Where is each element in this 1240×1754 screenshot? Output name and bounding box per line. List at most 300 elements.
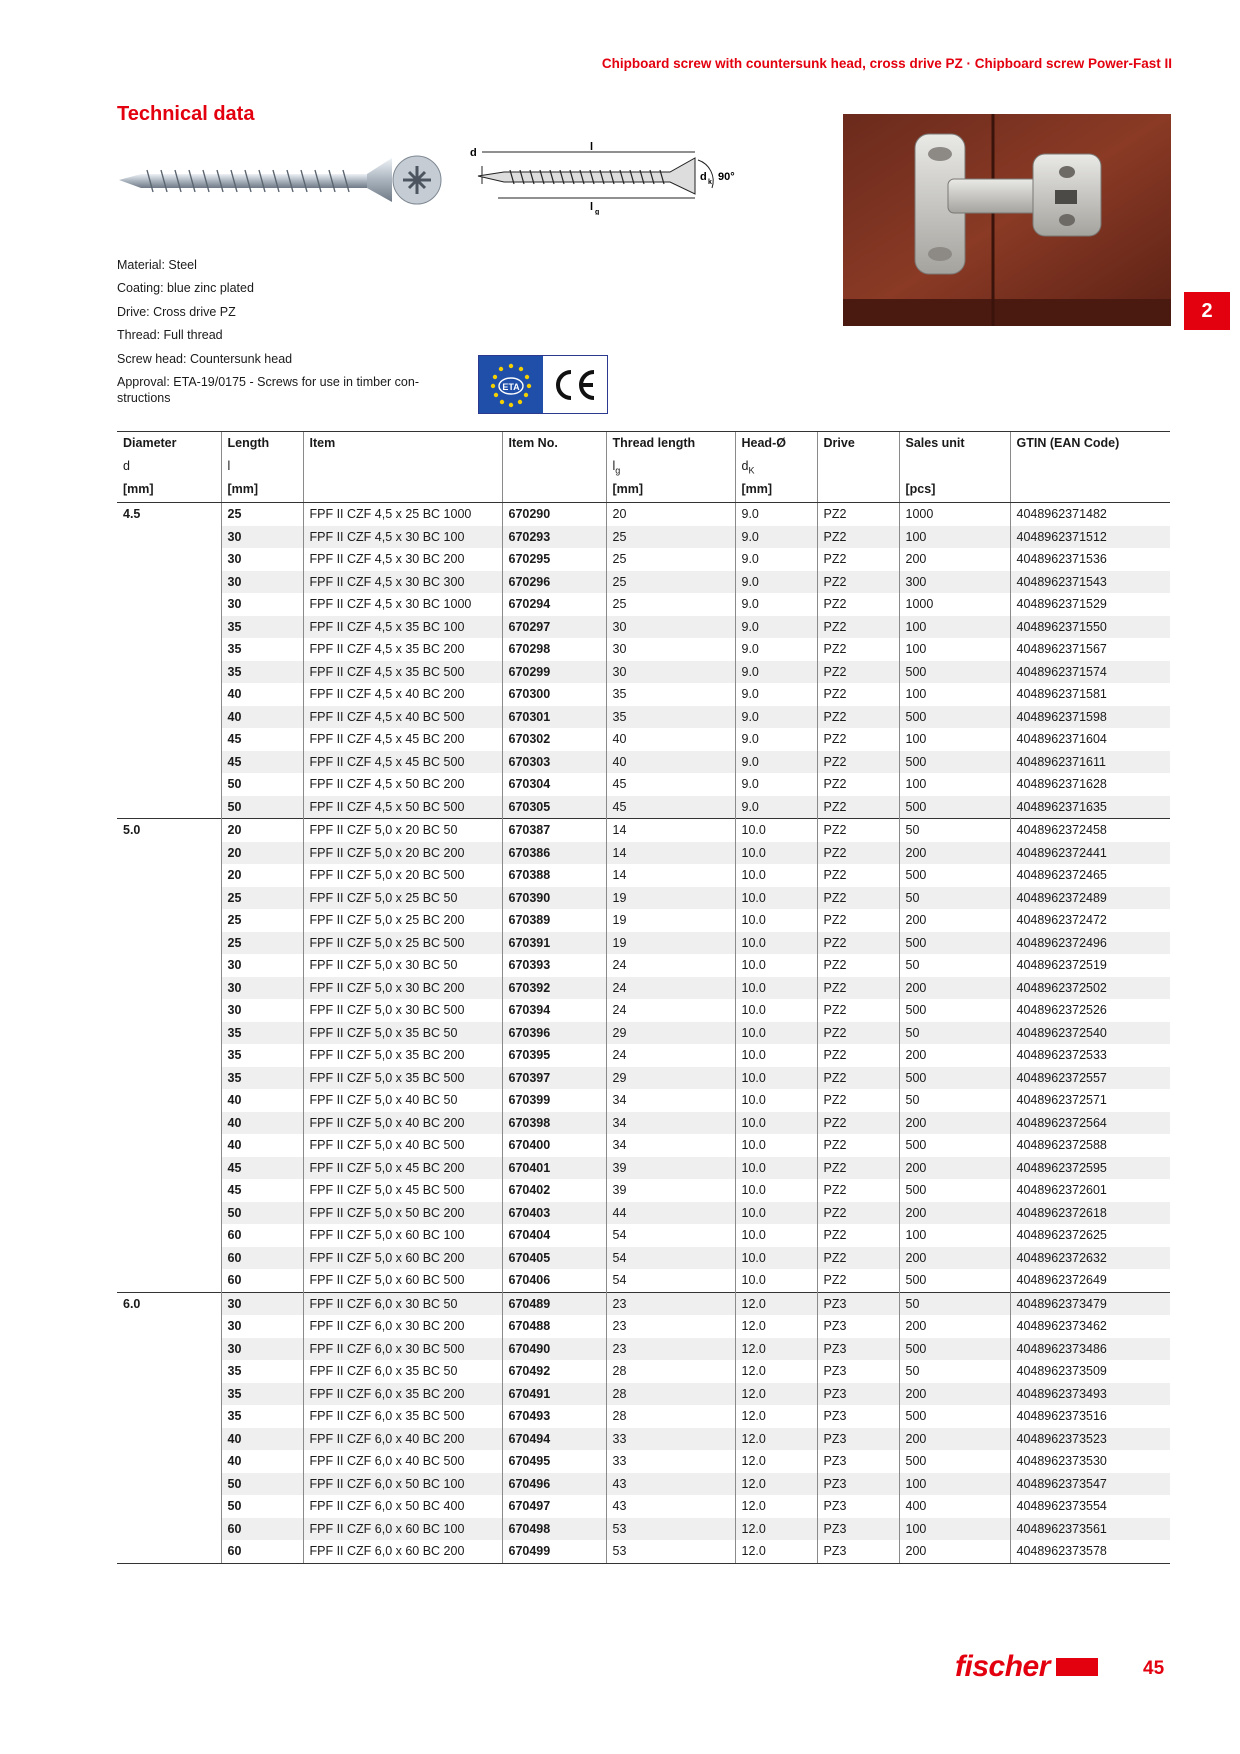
cell-head-diameter: 10.0	[735, 1044, 817, 1067]
cell-item: FPF II CZF 6,0 x 35 BC 500	[303, 1405, 502, 1428]
cell-item: FPF II CZF 5,0 x 30 BC 500	[303, 999, 502, 1022]
cell-diameter: 4.5	[123, 507, 141, 522]
cell-thread-length: 29	[606, 1022, 735, 1045]
cell-diameter: 6.0	[117, 1292, 221, 1315]
cell-diameter	[117, 571, 221, 594]
cell-item-no: 670498	[502, 1518, 606, 1541]
cell-item-no: 670396	[502, 1022, 606, 1045]
cell-diameter	[117, 1247, 221, 1270]
cell-item: FPF II CZF 4,5 x 25 BC 1000	[303, 503, 502, 526]
cell-head-diameter: 12.0	[735, 1428, 817, 1451]
cell-gtin: 4048962373486	[1010, 1338, 1170, 1361]
cell-length: 35	[221, 1044, 303, 1067]
cell-gtin: 4048962372526	[1010, 999, 1170, 1022]
cell-diameter	[117, 977, 221, 1000]
table-row	[117, 932, 1170, 955]
cell-item-no: 670405	[502, 1247, 606, 1270]
cell-gtin: 4048962371543	[1010, 571, 1170, 594]
cell-thread-length: 23	[606, 1315, 735, 1338]
header-drive: Drive	[817, 432, 899, 460]
table-row	[117, 1495, 1170, 1518]
cell-head-diameter: 10.0	[735, 842, 817, 865]
cell-length: 35	[221, 1067, 303, 1090]
cell-gtin: 4048962371512	[1010, 526, 1170, 549]
table-row	[117, 1247, 1170, 1270]
cell-length: 40	[221, 683, 303, 706]
cell-head-diameter: 9.0	[735, 571, 817, 594]
cell-thread-length: 34	[606, 1089, 735, 1112]
cell-gtin: 4048962371628	[1010, 773, 1170, 796]
symbol-lg-sub: g	[615, 465, 621, 476]
cell-length: 40	[221, 1134, 303, 1157]
cell-item-no: 670304	[502, 773, 606, 796]
cell-item-no: 670399	[502, 1089, 606, 1112]
table-row	[117, 796, 1170, 819]
cell-sales-unit: 500	[899, 1067, 1010, 1090]
cell-diameter	[117, 1405, 221, 1428]
symbol-sales-unit	[899, 459, 1010, 482]
cell-sales-unit: 200	[899, 1157, 1010, 1180]
cell-item-no: 670491	[502, 1383, 606, 1406]
cell-diameter	[117, 1338, 221, 1361]
cell-length: 45	[221, 751, 303, 774]
cell-sales-unit: 1000	[899, 593, 1010, 616]
table-row	[117, 571, 1170, 594]
cell-thread-length: 39	[606, 1157, 735, 1180]
cell-item-no: 670295	[502, 548, 606, 571]
cell-drive: PZ2	[817, 1022, 899, 1045]
cell-gtin: 4048962372557	[1010, 1067, 1170, 1090]
table-row	[117, 1157, 1170, 1180]
cell-head-diameter: 9.0	[735, 728, 817, 751]
cell-thread-length: 53	[606, 1518, 735, 1541]
table-row	[117, 1383, 1170, 1406]
cell-diameter	[117, 1540, 221, 1563]
cell-diameter	[117, 1157, 221, 1180]
cell-gtin: 4048962371598	[1010, 706, 1170, 729]
cell-item: FPF II CZF 4,5 x 30 BC 100	[303, 526, 502, 549]
cell-diameter	[117, 1360, 221, 1383]
cell-item: FPF II CZF 5,0 x 20 BC 200	[303, 842, 502, 865]
cell-head-diameter: 12.0	[735, 1338, 817, 1361]
cell-drive: PZ2	[817, 638, 899, 661]
cell-item: FPF II CZF 5,0 x 60 BC 500	[303, 1269, 502, 1292]
cell-diameter	[117, 1518, 221, 1541]
cell-drive: PZ2	[817, 796, 899, 819]
cell-diameter	[117, 1383, 221, 1406]
table-row	[117, 773, 1170, 796]
table-row	[117, 728, 1170, 751]
cell-sales-unit: 100	[899, 773, 1010, 796]
cell-thread-length: 28	[606, 1405, 735, 1428]
cell-length: 20	[221, 819, 303, 842]
cell-drive: PZ2	[817, 932, 899, 955]
cell-item-no: 670403	[502, 1202, 606, 1225]
cell-head-diameter: 12.0	[735, 1315, 817, 1338]
cell-diameter	[117, 1089, 221, 1112]
table-row	[117, 751, 1170, 774]
cell-length: 30	[221, 526, 303, 549]
cell-head-diameter: 10.0	[735, 1202, 817, 1225]
cell-item-no: 670401	[502, 1157, 606, 1180]
cell-item-no: 670301	[502, 706, 606, 729]
cell-head-diameter: 9.0	[735, 796, 817, 819]
cell-gtin: 4048962373561	[1010, 1518, 1170, 1541]
cell-head-diameter: 10.0	[735, 1247, 817, 1270]
cell-item: FPF II CZF 6,0 x 35 BC 200	[303, 1383, 502, 1406]
cell-gtin: 4048962373462	[1010, 1315, 1170, 1338]
cell-diameter	[117, 751, 221, 774]
cell-head-diameter: 9.0	[735, 773, 817, 796]
cell-length: 35	[221, 1022, 303, 1045]
cell-thread-length: 34	[606, 1134, 735, 1157]
cell-sales-unit: 50	[899, 1089, 1010, 1112]
cell-item-no: 670303	[502, 751, 606, 774]
unit-gtin	[1010, 482, 1170, 503]
cell-thread-length: 44	[606, 1202, 735, 1225]
cell-sales-unit: 100	[899, 683, 1010, 706]
cell-thread-length: 54	[606, 1269, 735, 1292]
property-material: Material: Steel	[117, 258, 197, 272]
cell-thread-length: 25	[606, 593, 735, 616]
cell-item-no: 670294	[502, 593, 606, 616]
cell-thread-length: 43	[606, 1495, 735, 1518]
cell-length: 30	[221, 1338, 303, 1361]
cell-gtin: 4048962371604	[1010, 728, 1170, 751]
cell-head-diameter: 10.0	[735, 999, 817, 1022]
table-row	[117, 1179, 1170, 1202]
cell-item: FPF II CZF 5,0 x 45 BC 200	[303, 1157, 502, 1180]
cell-drive: PZ2	[817, 728, 899, 751]
table-row	[117, 1428, 1170, 1451]
cell-drive: PZ3	[817, 1405, 899, 1428]
cell-item: FPF II CZF 4,5 x 30 BC 200	[303, 548, 502, 571]
cell-gtin: 4048962373493	[1010, 1383, 1170, 1406]
cell-head-diameter: 10.0	[735, 1089, 817, 1112]
cell-item: FPF II CZF 6,0 x 50 BC 100	[303, 1473, 502, 1496]
cell-item-no: 670495	[502, 1450, 606, 1473]
cell-item: FPF II CZF 5,0 x 30 BC 50	[303, 954, 502, 977]
cell-item-no: 670492	[502, 1360, 606, 1383]
cell-length: 35	[221, 1383, 303, 1406]
cell-gtin: 4048962373547	[1010, 1473, 1170, 1496]
cell-item-no: 670302	[502, 728, 606, 751]
header-gtin: GTIN (EAN Code)	[1010, 432, 1170, 460]
cell-item-no: 670395	[502, 1044, 606, 1067]
cell-diameter	[117, 1224, 221, 1247]
cell-drive: PZ3	[817, 1383, 899, 1406]
brand-name: fischer	[955, 1650, 1050, 1683]
cell-diameter	[117, 683, 221, 706]
cell-item: FPF II CZF 4,5 x 35 BC 200	[303, 638, 502, 661]
cell-length: 25	[221, 887, 303, 910]
cell-sales-unit: 300	[899, 571, 1010, 594]
cell-item: FPF II CZF 6,0 x 30 BC 200	[303, 1315, 502, 1338]
cell-item-no: 670299	[502, 661, 606, 684]
cell-item: FPF II CZF 5,0 x 40 BC 50	[303, 1089, 502, 1112]
cell-item: FPF II CZF 6,0 x 50 BC 400	[303, 1495, 502, 1518]
cell-drive: PZ3	[817, 1428, 899, 1451]
cell-gtin: 4048962372588	[1010, 1134, 1170, 1157]
brand-mark-icon	[1056, 1658, 1098, 1676]
cell-sales-unit: 500	[899, 706, 1010, 729]
cell-length: 30	[221, 977, 303, 1000]
property-coating: Coating: blue zinc plated	[117, 281, 254, 296]
cell-thread-length: 24	[606, 977, 735, 1000]
cell-gtin: 4048962372496	[1010, 932, 1170, 955]
cell-sales-unit: 200	[899, 1383, 1010, 1406]
table-row	[117, 1044, 1170, 1067]
cell-sales-unit: 500	[899, 1134, 1010, 1157]
cell-item-no: 670298	[502, 638, 606, 661]
header-head-diameter: Head-Ø	[735, 432, 817, 460]
cell-gtin: 4048962371529	[1010, 593, 1170, 616]
table-row	[117, 706, 1170, 729]
cell-gtin: 4048962373516	[1010, 1405, 1170, 1428]
cell-drive: PZ2	[817, 1112, 899, 1135]
cell-length: 30	[221, 999, 303, 1022]
cell-diameter	[117, 706, 221, 729]
cell-item-no: 670402	[502, 1179, 606, 1202]
cell-item-no: 670490	[502, 1338, 606, 1361]
cell-drive: PZ2	[817, 977, 899, 1000]
cell-head-diameter: 12.0	[735, 1518, 817, 1541]
cell-length: 30	[221, 954, 303, 977]
cell-drive: PZ2	[817, 751, 899, 774]
symbol-drive	[817, 459, 899, 482]
cell-gtin: 4048962373578	[1010, 1540, 1170, 1563]
cell-sales-unit: 500	[899, 864, 1010, 887]
cell-thread-length: 14	[606, 842, 735, 865]
symbol-item-no	[502, 459, 606, 482]
cell-diameter	[117, 638, 221, 661]
cell-drive: PZ2	[817, 593, 899, 616]
property-screw-head: Screw head: Countersunk head	[117, 351, 293, 366]
cell-item: FPF II CZF 4,5 x 35 BC 500	[303, 661, 502, 684]
table-row	[117, 1292, 1170, 1315]
cell-drive: PZ2	[817, 1134, 899, 1157]
cell-sales-unit: 100	[899, 1473, 1010, 1496]
cell-item: FPF II CZF 4,5 x 40 BC 500	[303, 706, 502, 729]
table-row	[117, 1134, 1170, 1157]
cell-length: 35	[221, 1405, 303, 1428]
cell-diameter	[117, 616, 221, 639]
cell-gtin: 4048962373479	[1010, 1292, 1170, 1315]
cell-gtin: 4048962372489	[1010, 887, 1170, 910]
cell-drive: PZ3	[817, 1540, 899, 1563]
cell-item: FPF II CZF 4,5 x 50 BC 200	[303, 773, 502, 796]
unit-drive	[817, 482, 899, 503]
cell-head-diameter: 10.0	[735, 1179, 817, 1202]
cell-head-diameter: 9.0	[735, 526, 817, 549]
cell-thread-length: 24	[606, 1044, 735, 1067]
cell-length: 50	[221, 1202, 303, 1225]
table-row	[117, 683, 1170, 706]
table-row	[117, 1269, 1170, 1292]
cell-diameter	[117, 1044, 221, 1067]
cell-sales-unit: 500	[899, 1405, 1010, 1428]
cell-head-diameter: 12.0	[735, 1383, 817, 1406]
table-row	[117, 1112, 1170, 1135]
cell-gtin: 4048962372519	[1010, 954, 1170, 977]
cell-head-diameter: 9.0	[735, 683, 817, 706]
cell-drive: PZ2	[817, 1157, 899, 1180]
cell-thread-length: 25	[606, 526, 735, 549]
certification-logos	[478, 355, 608, 414]
cell-drive: PZ2	[817, 548, 899, 571]
cell-item: FPF II CZF 5,0 x 25 BC 500	[303, 932, 502, 955]
cell-length: 60	[221, 1269, 303, 1292]
drawing-label-lg: l	[590, 201, 594, 213]
table-row	[117, 1067, 1170, 1090]
cell-sales-unit: 100	[899, 1518, 1010, 1541]
cell-head-diameter: 9.0	[735, 661, 817, 684]
table-row	[117, 1473, 1170, 1496]
cell-head-diameter: 9.0	[735, 638, 817, 661]
unit-diameter: [mm]	[117, 482, 221, 503]
cell-item-no: 670297	[502, 616, 606, 639]
cell-thread-length: 19	[606, 887, 735, 910]
cell-sales-unit: 200	[899, 842, 1010, 865]
drawing-label-l: l	[590, 141, 594, 153]
cell-diameter: 5.0	[117, 819, 221, 842]
cell-diameter	[117, 1495, 221, 1518]
cell-head-diameter: 10.0	[735, 932, 817, 955]
cell-item: FPF II CZF 6,0 x 30 BC 50	[303, 1292, 502, 1315]
cell-drive: PZ2	[817, 887, 899, 910]
cell-item-no: 670494	[502, 1428, 606, 1451]
cell-drive: PZ2	[817, 1202, 899, 1225]
cell-sales-unit: 50	[899, 1360, 1010, 1383]
cell-diameter	[117, 932, 221, 955]
cell-item: FPF II CZF 5,0 x 30 BC 200	[303, 977, 502, 1000]
technical-data-table	[117, 431, 1170, 1564]
cell-item-no: 670496	[502, 1473, 606, 1496]
cell-item-no: 670398	[502, 1112, 606, 1135]
table-row	[117, 909, 1170, 932]
table-row	[117, 616, 1170, 639]
cell-diameter	[117, 661, 221, 684]
cell-sales-unit: 500	[899, 1450, 1010, 1473]
cell-length: 50	[221, 1495, 303, 1518]
cell-item: FPF II CZF 5,0 x 25 BC 200	[303, 909, 502, 932]
cell-length: 50	[221, 1473, 303, 1496]
cell-length: 60	[221, 1540, 303, 1563]
cell-item: FPF II CZF 5,0 x 60 BC 100	[303, 1224, 502, 1247]
cell-length: 50	[221, 773, 303, 796]
cell-drive: PZ3	[817, 1360, 899, 1383]
cell-gtin: 4048962371635	[1010, 796, 1170, 819]
cell-item: FPF II CZF 5,0 x 45 BC 500	[303, 1179, 502, 1202]
cell-thread-length: 43	[606, 1473, 735, 1496]
table-row	[117, 842, 1170, 865]
cell-sales-unit: 500	[899, 1179, 1010, 1202]
page-number: 45	[1143, 1658, 1165, 1679]
table-row	[117, 1202, 1170, 1225]
table-row	[117, 548, 1170, 571]
cell-item: FPF II CZF 6,0 x 40 BC 500	[303, 1450, 502, 1473]
cell-thread-length: 24	[606, 954, 735, 977]
cell-gtin: 4048962372601	[1010, 1179, 1170, 1202]
cell-gtin: 4048962373509	[1010, 1360, 1170, 1383]
cell-thread-length: 39	[606, 1179, 735, 1202]
cell-length: 45	[221, 1157, 303, 1180]
cell-item-no: 670300	[502, 683, 606, 706]
cell-item: FPF II CZF 5,0 x 25 BC 50	[303, 887, 502, 910]
cell-head-diameter: 12.0	[735, 1473, 817, 1496]
cell-diameter	[117, 593, 221, 616]
cell-thread-length: 23	[606, 1338, 735, 1361]
symbol-thread-length	[606, 459, 735, 482]
cell-drive: PZ2	[817, 661, 899, 684]
cell-diameter	[117, 1179, 221, 1202]
cell-sales-unit: 500	[899, 932, 1010, 955]
cell-gtin: 4048962372458	[1010, 819, 1170, 842]
cell-thread-length: 28	[606, 1360, 735, 1383]
cell-sales-unit: 50	[899, 1022, 1010, 1045]
cell-item: FPF II CZF 6,0 x 35 BC 50	[303, 1360, 502, 1383]
cell-gtin: 4048962371611	[1010, 751, 1170, 774]
cell-item: FPF II CZF 6,0 x 30 BC 500	[303, 1338, 502, 1361]
cell-length: 35	[221, 661, 303, 684]
cell-thread-length: 30	[606, 616, 735, 639]
drawing-label-d: d	[470, 147, 477, 159]
cell-drive: PZ2	[817, 1179, 899, 1202]
unit-item-no	[502, 482, 606, 503]
cell-drive: PZ2	[817, 842, 899, 865]
cell-length: 35	[221, 1360, 303, 1383]
table-row	[117, 999, 1170, 1022]
cell-thread-length: 25	[606, 571, 735, 594]
cell-diameter	[117, 1134, 221, 1157]
cell-drive: PZ2	[817, 773, 899, 796]
cell-length: 30	[221, 1292, 303, 1315]
cell-item: FPF II CZF 5,0 x 50 BC 200	[303, 1202, 502, 1225]
cell-drive: PZ3	[817, 1292, 899, 1315]
cell-item-no: 670404	[502, 1224, 606, 1247]
cell-item: FPF II CZF 4,5 x 50 BC 500	[303, 796, 502, 819]
cell-diameter	[117, 1269, 221, 1292]
table-row	[117, 1540, 1170, 1563]
cell-item-no: 670499	[502, 1540, 606, 1563]
cell-item-no: 670290	[502, 503, 606, 526]
cell-diameter	[117, 548, 221, 571]
unit-thread-length: [mm]	[606, 482, 735, 503]
cell-drive: PZ3	[817, 1518, 899, 1541]
cell-item-no: 670390	[502, 887, 606, 910]
table-row	[117, 954, 1170, 977]
cell-thread-length: 25	[606, 548, 735, 571]
cell-gtin: 4048962372564	[1010, 1112, 1170, 1135]
cell-drive: PZ2	[817, 1089, 899, 1112]
cell-head-diameter: 10.0	[735, 954, 817, 977]
cell-length: 25	[221, 932, 303, 955]
cell-gtin: 4048962372649	[1010, 1269, 1170, 1292]
cell-item-no: 670406	[502, 1269, 606, 1292]
cell-sales-unit: 500	[899, 1269, 1010, 1292]
cell-gtin: 4048962371567	[1010, 638, 1170, 661]
cell-thread-length: 45	[606, 796, 735, 819]
cell-thread-length: 30	[606, 661, 735, 684]
cell-drive: PZ2	[817, 909, 899, 932]
hinge-application-photo	[843, 114, 1171, 326]
header-length: Length	[221, 432, 303, 460]
cell-diameter	[117, 1450, 221, 1473]
cell-sales-unit: 50	[899, 1292, 1010, 1315]
cell-item-no: 670386	[502, 842, 606, 865]
cell-thread-length: 30	[606, 638, 735, 661]
cell-drive: PZ2	[817, 706, 899, 729]
